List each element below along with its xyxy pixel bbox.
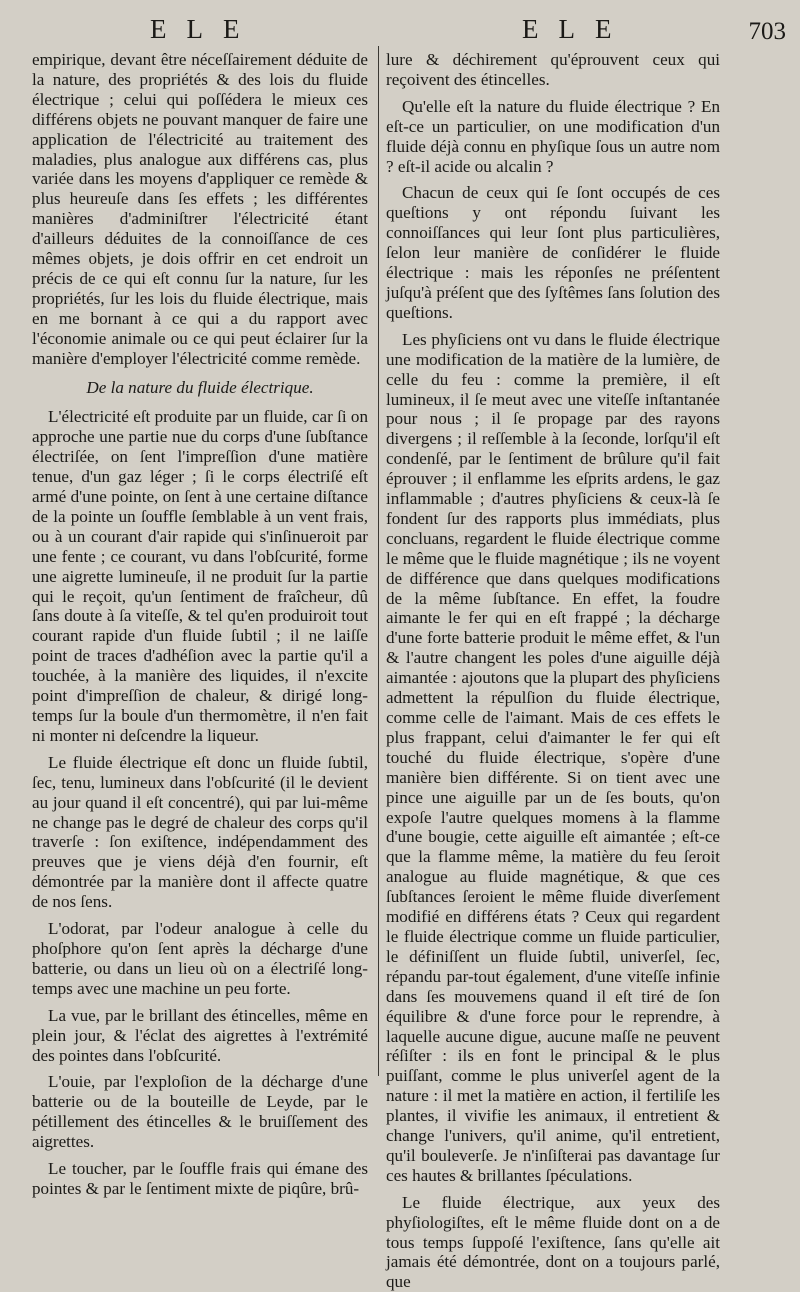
paragraph: lure & déchirement qu'éprouvent ceux qui reçoivent des étincelles. xyxy=(386,50,720,89)
paragraph: La vue, par le brillant des étincelles, même en plein jour, & l'éclat des aigrettes à l'extrémité des pointes dans l'obſcurité. xyxy=(32,1005,368,1065)
right-column xyxy=(386,50,720,1292)
section-heading: De la nature du fluide électrique. xyxy=(86,377,314,397)
paragraph: Le toucher, par le ſouffle frais qui émane des pointes & par le ſentiment mixte de piqûre, brû- xyxy=(32,1159,368,1198)
column-divider xyxy=(378,46,379,1076)
paragraph: Le fluide électrique, aux yeux des phyſiologiſtes, eſt le même fluide dont on a de tous temps ſuppoſé l'exiſtence, ſans qu'elle ait jamais été démontrée, dont on a toujours parlé, que xyxy=(386,1192,720,1292)
running-head-left: ELE xyxy=(150,14,260,44)
running-head-right: ELE xyxy=(522,14,632,44)
left-column xyxy=(32,50,368,1199)
paragraph: Les phyſiciens ont vu dans le fluide électrique une modification de la matière de la lumière, de celle du feu : comme la première, il eſt lumineux, il ſe meut avec une viteſſe inſtantanée pour nous ; il ſe propage par des rayons divergens ; il reſſemble à la ſeconde, lorſqu'il eſt condenſé, par le ſentiment de brûlure qu'il fait éprouver ; il enflamme les eſprits ardens, le gaz inflammable ; d'autres phyſiciens & ceux-là ſe fondent ſur des rapports plus immédiats, plus concluans, regardent le fluide électrique comme le même que le fluide magnétique ; ils ne voyent de différence que dans quelques modifications de la même ſubſtance. En effet, la foudre aimante le fer qui en eſt frappé ; la décharge d'une forte batterie produit le même effet, & l'un & l'autre changent les poles d'une aiguille déjà aimantée : ajoutons que la plupart des phyſiciens admettent la répulſion du fluide électrique, comme celle de l'aimant. Mais de ces effets le plus frappant, celui d'aimanter le fer qui eſt touché du fluide électrique, s'opère d'une manière bien différente. Si on tient avec une pince une aiguille par un de ſes bouts, qu'on expoſe l'autre quelques momens à la flamme d'une bougie, cette aiguille eſt aimantée ; eſt-ce que la flamme même, la matière du feu ſeroit analogue au fluide magnétique, & que ces ſubſtances ſeroient le même fluide diverſement modifié en différens états ? Ceux qui regardent le fluide électrique comme un fluide particulier, le définiſſent un fluide ſubtil, univerſel, ſec, répandu par-tout également, d'une viteſſe infinie dans ſes mouvemens quand il eſt tiré de ſon équilibre & d'une force pour le reprendre, à laquelle aucune digue, aucune maſſe ne peuvent réſiſter : ils en font le principal & le plus puiſſant, comme le plus univerſel agent de la nature : il met la matière en action, il fertiliſe les plantes, il vivifie les animaux, il entretient & change l'univers, qu'il anime, qu'il entretient, qu'il bouleverſe. Je n'inſiſterai pas davantage ſur ces hautes & brillantes ſpéculations. xyxy=(386,329,720,1185)
paragraph: L'ouie, par l'exploſion de la décharge d'une batterie ou de la bouteille de Leyde, par le pétillement des étincelles & le bruiſſement des aigrettes. xyxy=(32,1072,368,1152)
paragraph: Qu'elle eſt la nature du fluide électrique ? En eſt-ce un particulier, on une modification d'un fluide déjà connu en phyſique ſous un autre nom ? eſt-il acide ou alcalin ? xyxy=(386,96,720,176)
paragraph: L'électricité eſt produite par un fluide, car ſi on approche une partie nue du corps d'une ſubſtance électriſée, on ſent l'impreſſion d'une matière tenue, d'un gaz léger ; ſi le corps électriſé eſt armé d'une pointe, on ſent à une certaine diſtance de la pointe un ſouffle ſemblable à un vent frais, ou à un courant d'air rapide qui s'inſinueroit par une fente ; ce courant, vu dans l'obſcurité, forme une aigrette lumineuſe, il ne produit ſur la partie qui le reçoit, qu'un ſentiment de fraîcheur, dû ſans doute à ſa viteſſe, & tel qu'en produiroit tout courant rapide d'un fluide ſubtil ; il ne laiſſe point de traces d'adhéſion avec la partie qu'il a touchée, à la manière des liquides, il n'excite point d'impreſſion de chaleur, & dirigé long-temps ſur la boule d'un thermomètre, il n'en fait ni monter ni deſcendre la liqueur. xyxy=(32,407,368,745)
paragraph: empirique, devant être néceſſairement déduite de la nature, des propriétés & des lois du fluide électrique ; celui qui poſſédera le mieux ces différens objets ne pouvant manquer de faire une application de l'électricité au traitement des maladies, plus analogue aux différens cas, plus variée dans les moyens d'appliquer ce remède & plus heureuſe dans ſes effets ; les différentes manières d'adminiſtrer l'électricité étant d'ailleurs déduites de la connoiſſance de ces mêmes objets, je dois offrir en cet endroit un précis de ce qui eſt connu ſur la nature, ſur les propriétés, ſur les lois du fluide électrique, mais en me bornant à ce qui a du rapport avec l'économie animale ou ce qui peut éclairer ſur la manière d'employer l'électricité comme remède. xyxy=(32,50,368,368)
paragraph: L'odorat, par l'odeur analogue à celle du phoſphore qu'on ſent après la décharge d'une batterie, ou dans un lieu où on a électriſé long-temps avec une machine un peu forte. xyxy=(32,919,368,998)
page-number: 703 xyxy=(748,18,786,45)
paragraph: Chacun de ceux qui ſe ſont occupés de ces queſtions y ont répondu ſuivant les connoiſſances qui leur ſont plus particulières, ſelon leur manière de conſidérer le fluide électrique : mais les réponſes ne préſentent juſqu'à préſent que des ſyſtêmes ſans ſolution des queſtions. xyxy=(386,183,720,322)
paragraph: Le fluide électrique eſt donc un fluide ſubtil, ſec, tenu, lumineux dans l'obſcurité (il le devient au jour quand il eſt concentré), qui par lui-même ne change pas le degré de chaleur des corps qu'il traverſe : ſon exiſtence, indépendamment des preuves que je viens déjà d'en fournir, eſt démontrée par la manière dont il affecte quatre de nos ſens. xyxy=(32,752,368,912)
